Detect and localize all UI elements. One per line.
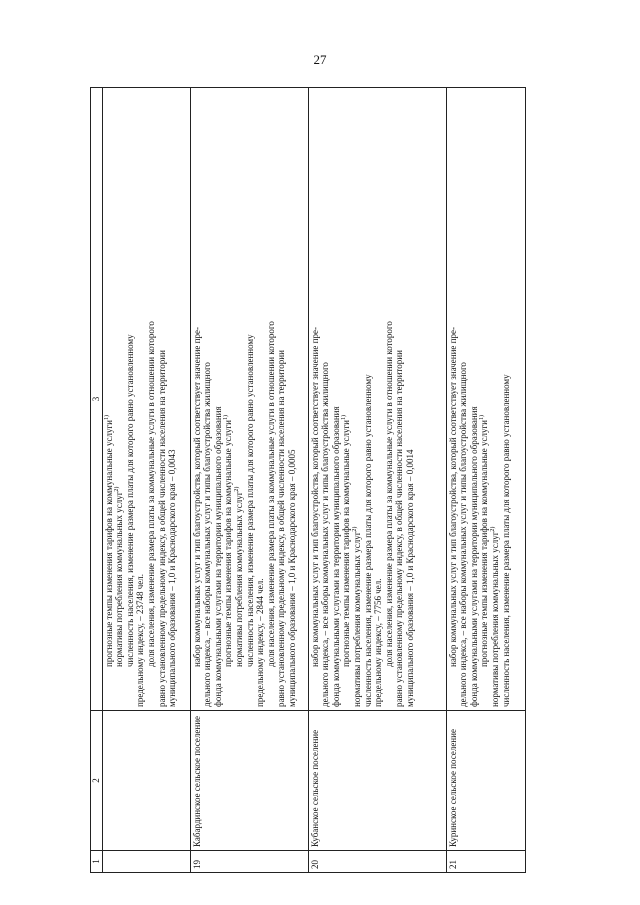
footnote-ref: 1) [103,415,110,421]
indicators-table [90,87,526,873]
detail-line [469,91,480,707]
detail-text: набор коммунальных услуг и тип благоустройства, который соответствует значение пре- [309,327,320,667]
detail-text: дельного индекса, – все наборы коммунальных услуг и типы благоустройства жилищного [202,362,213,707]
page-number: 27 [313,52,327,67]
detail-text: нормативы потребления коммунальных услуг [233,491,244,667]
detail-line [114,91,125,707]
detail-text: фонда коммунальными услугами на территории муниципального образования [212,406,223,707]
table-row [446,88,525,873]
detail-line [320,91,331,707]
table-row [308,88,446,873]
detail-line [125,91,136,707]
detail-text: нормативы потребления коммунальных услуг [114,491,125,667]
footnote-ref: 1) [341,415,348,421]
detail-line [266,91,277,707]
detail-line [479,91,490,707]
detail-text: предельному индексу, – 2844 чел. [255,578,266,707]
detail-line [394,91,405,707]
settlement-name-cell: Куринское сельское поселение [446,711,525,851]
detail-text: фонда коммунальными услугами на территории муниципального образования [468,406,479,707]
detail-line [331,91,342,707]
detail-text: предельному индексу, – 23748 чел. [135,573,146,707]
detail-text: доля населения, изменение размера платы за коммунальные услуги в отношении которого [145,321,156,667]
detail-line [245,91,256,707]
table-row [190,88,308,873]
detail-line [135,91,146,707]
detail-text: доля населения, изменение размера платы за коммунальные услуги в отношении которого [383,321,394,667]
detail-line [104,91,115,707]
detail-text: численность населения, изменение размера платы для которого равно установленному [362,374,373,707]
detail-line [310,91,321,707]
detail-line [490,91,501,707]
row-number-cell: 20 [308,851,446,873]
detail-text: дельного индекса, – все наборы коммунальных услуг и типы благоустройства жилищного [320,362,331,707]
footnote-ref: 2) [233,486,240,492]
detail-line [373,91,384,707]
detail-text: прогнозные темпы изменения тарифов на коммунальные услуги [223,420,234,667]
rotated-table-area [90,88,526,873]
detail-text: численность населения, изменение размера платы для которого равно установленному [244,334,255,667]
detail-text: набор коммунальных услуг и тип благоустройства, который соответствует значение пре- [191,327,202,667]
detail-text: муниципального образования – 1,0 и Краснодарского края – 0,0005 [286,449,297,707]
rotated-table [90,88,526,873]
detail-line [276,91,287,707]
detail-text: нормативы потребления коммунальных услуг [489,531,500,707]
detail-text: прогнозные темпы изменения тарифов на коммунальные услуги [103,420,114,667]
detail-text: муниципального образования – 1,0 и Краснодарского края – 0,0014 [404,449,415,707]
detail-line [341,91,352,707]
detail-line [458,91,469,707]
settlement-name-cell: Кубанское сельское поселение [308,711,446,851]
detail-line [255,91,266,707]
detail-text: дельного индекса, – все наборы коммунальных услуг и типы благоустройства жилищного [458,362,469,707]
detail-line [223,91,234,707]
detail-line [448,91,459,707]
detail-text: фонда коммунальными услугами на территории муниципального образования [330,406,341,707]
row-details-cell [308,88,446,711]
detail-text: прогнозные темпы изменения тарифов на коммунальные услуги [341,420,352,667]
row-number-cell: 19 [190,851,308,873]
header-col-2: 2 [91,711,103,851]
table-row-continuation [102,88,190,873]
detail-line [146,91,157,707]
detail-line [287,91,298,707]
detail-line [192,91,203,707]
detail-line [384,91,395,707]
footnote-ref: 2) [489,526,496,532]
row-number-cell: 21 [446,851,525,873]
detail-text: численность населения, изменение размера платы для которого равно установленному [500,374,511,707]
header-col-3: 3 [91,88,103,711]
detail-text: доля населения, изменение размера платы за коммунальные услуги в отношении которого [265,321,276,667]
row-details-cell [446,88,525,711]
detail-line [234,91,245,707]
detail-line [405,91,416,707]
detail-line [202,91,213,707]
detail-line [157,91,168,707]
settlement-name-cell: Кабардинское сельское поселение [190,711,308,851]
detail-text: равно установленному предельному индексу, в общей численности населения на территории [276,350,287,707]
detail-text: набор коммунальных услуг и тип благоустройства, который соответствует значение пре- [447,327,458,667]
row-details-cell [102,88,190,711]
detail-line [352,91,363,707]
detail-line [167,91,178,707]
detail-text: муниципального образования – 1,0 и Краснодарского края – 0,0043 [167,449,178,707]
detail-text: равно установленному предельному индексу, в общей численности населения на территории [156,350,167,707]
footnote-ref: 1) [223,415,230,421]
detail-text: прогнозные темпы изменения тарифов на коммунальные услуги [479,420,490,667]
header-col-1: 1 [91,851,103,873]
row-number-cell [102,851,190,873]
row-details-cell [190,88,308,711]
footnote-ref: 2) [351,526,358,532]
header-row [91,88,103,873]
detail-text: нормативы потребления коммунальных услуг [351,531,362,707]
detail-line [213,91,224,707]
detail-text: равно установленному предельному индексу, в общей численности населения на территории [394,350,405,707]
footnote-ref: 2) [114,486,121,492]
detail-line [501,91,512,707]
settlement-name-cell [102,711,190,851]
detail-text: предельному индексу, – 7756 чел. [373,578,384,707]
footnote-ref: 1) [479,415,486,421]
detail-text: численность населения, изменение размера платы для которого равно установленному [124,334,135,667]
detail-line [363,91,374,707]
